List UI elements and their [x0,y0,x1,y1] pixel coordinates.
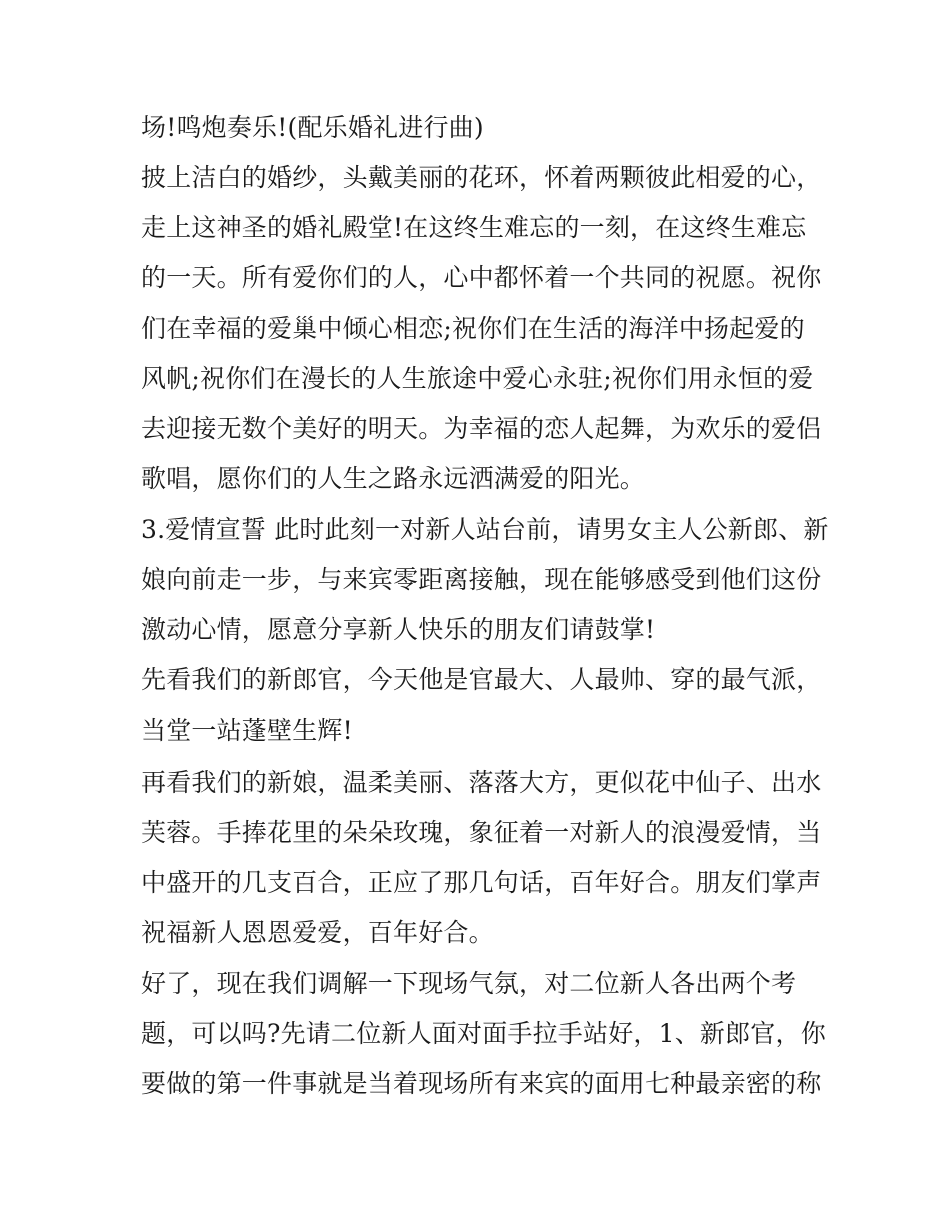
text-line: 祝福新人恩恩爱爱，百年好合。 [141,918,494,947]
text-line: 3.爱情宣誓 此时此刻一对新人站台前，请男女主人公新郎、新 [141,515,829,544]
text-line: 娘向前走一步，与来宾零距离接触，现在能够感受到他们这份 [141,565,822,594]
text-line: 当堂一站蓬壁生辉! [141,716,353,745]
text-line: 中盛开的几支百合，正应了那几句话，百年好合。朋友们掌声 [141,868,822,897]
text-line: 激动心情，愿意分享新人快乐的朋友们请鼓掌! [141,615,656,644]
text-line: 风帆;祝你们在漫长的人生旅途中爱心永驻;祝你们用永恒的爱 [141,364,814,393]
text-line: 的一天。所有爱你们的人，心中都怀着一个共同的祝愿。祝你 [141,263,822,292]
text-line: 们在幸福的爱巢中倾心相恋;祝你们在生活的海洋中扬起爱的 [141,314,805,343]
text-line: 好了，现在我们调解一下现场气氛，对二位新人各出两个考 [141,969,797,998]
text-line: 题，可以吗?先请二位新人面对面手拉手站好，1、新郎官，你 [141,1019,826,1048]
text-line: 芙蓉。手捧花里的朵朵玫瑰，象征着一对新人的浪漫爱情，当 [141,818,822,847]
text-line: 歌唱，愿你们的人生之路永远洒满爱的阳光。 [141,464,646,493]
text-line: 先看我们的新郎官，今天他是官最大、人最帅、穿的最气派， [141,665,822,694]
text-line: 去迎接无数个美好的明天。为幸福的恋人起舞，为欢乐的爱侣 [141,414,822,443]
text-line: 再看我们的新娘，温柔美丽、落落大方，更似花中仙子、出水 [141,768,822,797]
text-line: 披上洁白的婚纱，头戴美丽的花环，怀着两颗彼此相爱的心， [141,163,822,192]
text-line: 场!鸣炮奏乐!(配乐婚礼进行曲) [141,113,484,142]
text-line: 要做的第一件事就是当着现场所有来宾的面用七种最亲密的称 [141,1069,822,1098]
text-line: 走上这神圣的婚礼殿堂!在这终生难忘的一刻，在这终生难忘 [141,213,807,242]
